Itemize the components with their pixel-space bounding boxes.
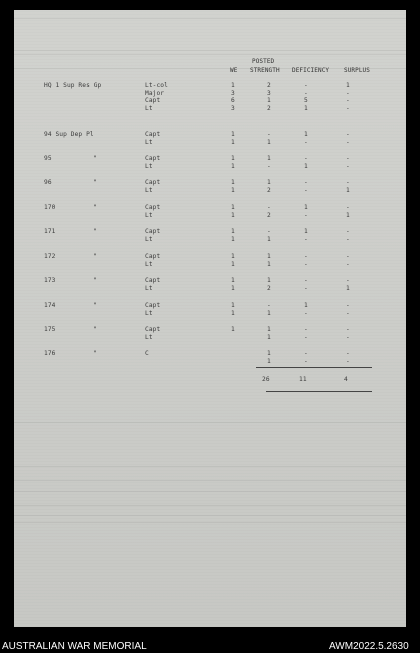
surplus-cell: - bbox=[346, 350, 350, 357]
posted-cell: - bbox=[267, 204, 271, 211]
posted-cell: 1 bbox=[267, 97, 271, 104]
posted-cell: 2 bbox=[267, 211, 271, 219]
deficiency-cell: - bbox=[304, 186, 308, 194]
deficiency-cell: - bbox=[304, 277, 308, 284]
surplus-cell: - bbox=[346, 357, 350, 365]
header-surplus: SURPLUS bbox=[344, 67, 370, 74]
total-surplus: 4 bbox=[344, 376, 348, 383]
rank-cell: Lt bbox=[145, 138, 153, 146]
bleed-line bbox=[14, 505, 406, 506]
we-cell: 1 bbox=[231, 309, 235, 317]
posted-cell: 2 bbox=[267, 104, 271, 112]
unit-name: 94 Sup Dep Pl bbox=[44, 131, 94, 138]
deficiency-cell: - bbox=[304, 155, 308, 162]
deficiency-cell: - bbox=[304, 235, 308, 243]
rank-cell: Capt bbox=[145, 253, 161, 260]
rank-cell: Lt bbox=[145, 211, 153, 219]
document-page bbox=[14, 10, 406, 627]
posted-cell: 1 bbox=[267, 333, 271, 341]
posted-cell: 1 bbox=[267, 309, 271, 317]
posted-cell: - bbox=[267, 131, 271, 138]
bleed-line bbox=[14, 522, 406, 523]
rank-cell: Capt bbox=[145, 179, 161, 186]
deficiency-cell: - bbox=[304, 260, 308, 268]
posted-cell: 1 bbox=[267, 155, 271, 162]
posted-cell: 2 bbox=[267, 284, 271, 292]
ditto-mark: " bbox=[93, 350, 97, 357]
ditto-mark: " bbox=[93, 326, 97, 333]
unit-name: HQ 1 Sup Res Gp bbox=[44, 82, 102, 89]
ditto-mark: " bbox=[93, 302, 97, 309]
surplus-cell: - bbox=[346, 228, 350, 235]
archive-credit: AUSTRALIAN WAR MEMORIAL bbox=[2, 641, 147, 652]
deficiency-cell: - bbox=[304, 253, 308, 260]
ditto-mark: " bbox=[93, 277, 97, 284]
deficiency-cell: 1 bbox=[304, 228, 308, 235]
unit-name: 175 bbox=[44, 326, 56, 333]
surplus-cell: - bbox=[346, 138, 350, 146]
we-cell: 1 bbox=[231, 204, 235, 211]
rank-cell: Capt bbox=[145, 97, 161, 104]
surplus-cell: - bbox=[346, 235, 350, 243]
header-deficiency: DEFICIENCY bbox=[292, 67, 330, 74]
bleed-line bbox=[14, 480, 406, 481]
total-posted: 26 bbox=[262, 376, 270, 383]
we-cell: 1 bbox=[231, 162, 235, 170]
deficiency-cell: - bbox=[304, 89, 308, 97]
we-cell: 1 bbox=[231, 211, 235, 219]
rank-cell: Lt bbox=[145, 162, 153, 170]
rank-cell: Lt bbox=[145, 284, 153, 292]
we-cell: 3 bbox=[231, 89, 235, 97]
rank-cell: Lt bbox=[145, 186, 153, 194]
deficiency-cell: 1 bbox=[304, 104, 308, 112]
rank-cell: Lt bbox=[145, 333, 153, 341]
rank-cell: Capt bbox=[145, 326, 161, 333]
we-cell: 1 bbox=[231, 302, 235, 309]
rank-cell: Capt bbox=[145, 155, 161, 162]
surplus-cell: - bbox=[346, 326, 350, 333]
deficiency-cell: 1 bbox=[304, 162, 308, 170]
posted-cell: 2 bbox=[267, 82, 271, 89]
bleed-line bbox=[14, 50, 406, 51]
bleed-line bbox=[14, 422, 406, 423]
we-cell: 3 bbox=[231, 104, 235, 112]
posted-cell: 3 bbox=[267, 89, 271, 97]
rank-cell: Lt bbox=[145, 309, 153, 317]
deficiency-cell: - bbox=[304, 211, 308, 219]
posted-cell: - bbox=[267, 162, 271, 170]
posted-cell: 1 bbox=[267, 260, 271, 268]
surplus-cell: - bbox=[346, 89, 350, 97]
bleed-line bbox=[14, 54, 406, 55]
surplus-cell: - bbox=[346, 253, 350, 260]
ditto-mark: " bbox=[93, 228, 97, 235]
posted-cell: 1 bbox=[267, 277, 271, 284]
we-cell: 1 bbox=[231, 155, 235, 162]
total-deficiency: 11 bbox=[299, 376, 307, 383]
archive-reference: AWM2022.5.2630 bbox=[329, 641, 409, 652]
posted-cell: 2 bbox=[267, 186, 271, 194]
surplus-cell: - bbox=[346, 302, 350, 309]
surplus-cell: 1 bbox=[346, 82, 350, 89]
totals-rule-top bbox=[256, 367, 372, 368]
posted-cell: 1 bbox=[267, 357, 271, 365]
bleed-line bbox=[14, 466, 406, 467]
surplus-cell: - bbox=[346, 333, 350, 341]
posted-cell: 1 bbox=[267, 179, 271, 186]
deficiency-cell: 1 bbox=[304, 302, 308, 309]
posted-cell: 1 bbox=[267, 235, 271, 243]
surplus-cell: 1 bbox=[346, 186, 350, 194]
surplus-cell: - bbox=[346, 155, 350, 162]
posted-cell: - bbox=[267, 302, 271, 309]
surplus-cell: - bbox=[346, 104, 350, 112]
we-cell: 1 bbox=[231, 186, 235, 194]
deficiency-cell: - bbox=[304, 309, 308, 317]
deficiency-cell: - bbox=[304, 179, 308, 186]
ditto-mark: " bbox=[93, 179, 97, 186]
rank-cell: Lt bbox=[145, 235, 153, 243]
unit-name: 96 bbox=[44, 179, 52, 186]
bleed-line bbox=[14, 515, 406, 516]
unit-name: 171 bbox=[44, 228, 56, 235]
rank-cell: Capt bbox=[145, 204, 161, 211]
unit-name: 95 bbox=[44, 155, 52, 162]
deficiency-cell: 5 bbox=[304, 97, 308, 104]
surplus-cell: - bbox=[346, 260, 350, 268]
unit-name: 173 bbox=[44, 277, 56, 284]
posted-cell: 1 bbox=[267, 326, 271, 333]
deficiency-cell: - bbox=[304, 333, 308, 341]
surplus-cell: - bbox=[346, 179, 350, 186]
totals-rule-bottom bbox=[266, 391, 372, 392]
unit-name: 170 bbox=[44, 204, 56, 211]
we-cell: 1 bbox=[231, 228, 235, 235]
rank-cell: Capt bbox=[145, 131, 161, 138]
surplus-cell: - bbox=[346, 309, 350, 317]
we-cell: 1 bbox=[231, 138, 235, 146]
posted-cell: 1 bbox=[267, 253, 271, 260]
surplus-cell: - bbox=[346, 131, 350, 138]
we-cell: 1 bbox=[231, 82, 235, 89]
rank-cell: C bbox=[145, 350, 149, 357]
deficiency-cell: - bbox=[304, 357, 308, 365]
surplus-cell: 1 bbox=[346, 284, 350, 292]
bleed-line bbox=[14, 18, 406, 19]
surplus-cell: 1 bbox=[346, 211, 350, 219]
deficiency-cell: - bbox=[304, 82, 308, 89]
ditto-mark: " bbox=[93, 155, 97, 162]
surplus-cell: - bbox=[346, 277, 350, 284]
deficiency-cell: - bbox=[304, 350, 308, 357]
deficiency-cell: - bbox=[304, 326, 308, 333]
rank-cell: Lt bbox=[145, 104, 153, 112]
rank-cell: Capt bbox=[145, 228, 161, 235]
unit-name: 174 bbox=[44, 302, 56, 309]
we-cell: 1 bbox=[231, 179, 235, 186]
deficiency-cell: 1 bbox=[304, 204, 308, 211]
we-cell: 1 bbox=[231, 253, 235, 260]
we-cell: 1 bbox=[231, 284, 235, 292]
surplus-cell: - bbox=[346, 204, 350, 211]
rank-cell: Lt bbox=[145, 260, 153, 268]
deficiency-cell: 1 bbox=[304, 131, 308, 138]
ditto-mark: " bbox=[93, 204, 97, 211]
posted-cell: 1 bbox=[267, 138, 271, 146]
we-cell: 6 bbox=[231, 97, 235, 104]
surplus-cell: - bbox=[346, 162, 350, 170]
rank-cell: Capt bbox=[145, 277, 161, 284]
deficiency-cell: - bbox=[304, 138, 308, 146]
deficiency-cell: - bbox=[304, 284, 308, 292]
we-cell: 1 bbox=[231, 235, 235, 243]
posted-cell: 1 bbox=[267, 350, 271, 357]
header-posted: POSTED bbox=[252, 58, 275, 65]
unit-name: 176 bbox=[44, 350, 56, 357]
we-cell: 1 bbox=[231, 277, 235, 284]
header-we: WE bbox=[230, 67, 238, 74]
we-cell: 1 bbox=[231, 260, 235, 268]
header-strength: STRENGTH bbox=[250, 67, 280, 74]
we-cell: 1 bbox=[231, 131, 235, 138]
rank-cell: Lt-col bbox=[145, 82, 168, 89]
rank-cell: Capt bbox=[145, 302, 161, 309]
we-cell: 1 bbox=[231, 326, 235, 333]
ditto-mark: " bbox=[93, 253, 97, 260]
bleed-line bbox=[14, 491, 406, 492]
surplus-cell: - bbox=[346, 97, 350, 104]
unit-name: 172 bbox=[44, 253, 56, 260]
posted-cell: - bbox=[267, 228, 271, 235]
rank-cell: Major bbox=[145, 89, 165, 97]
